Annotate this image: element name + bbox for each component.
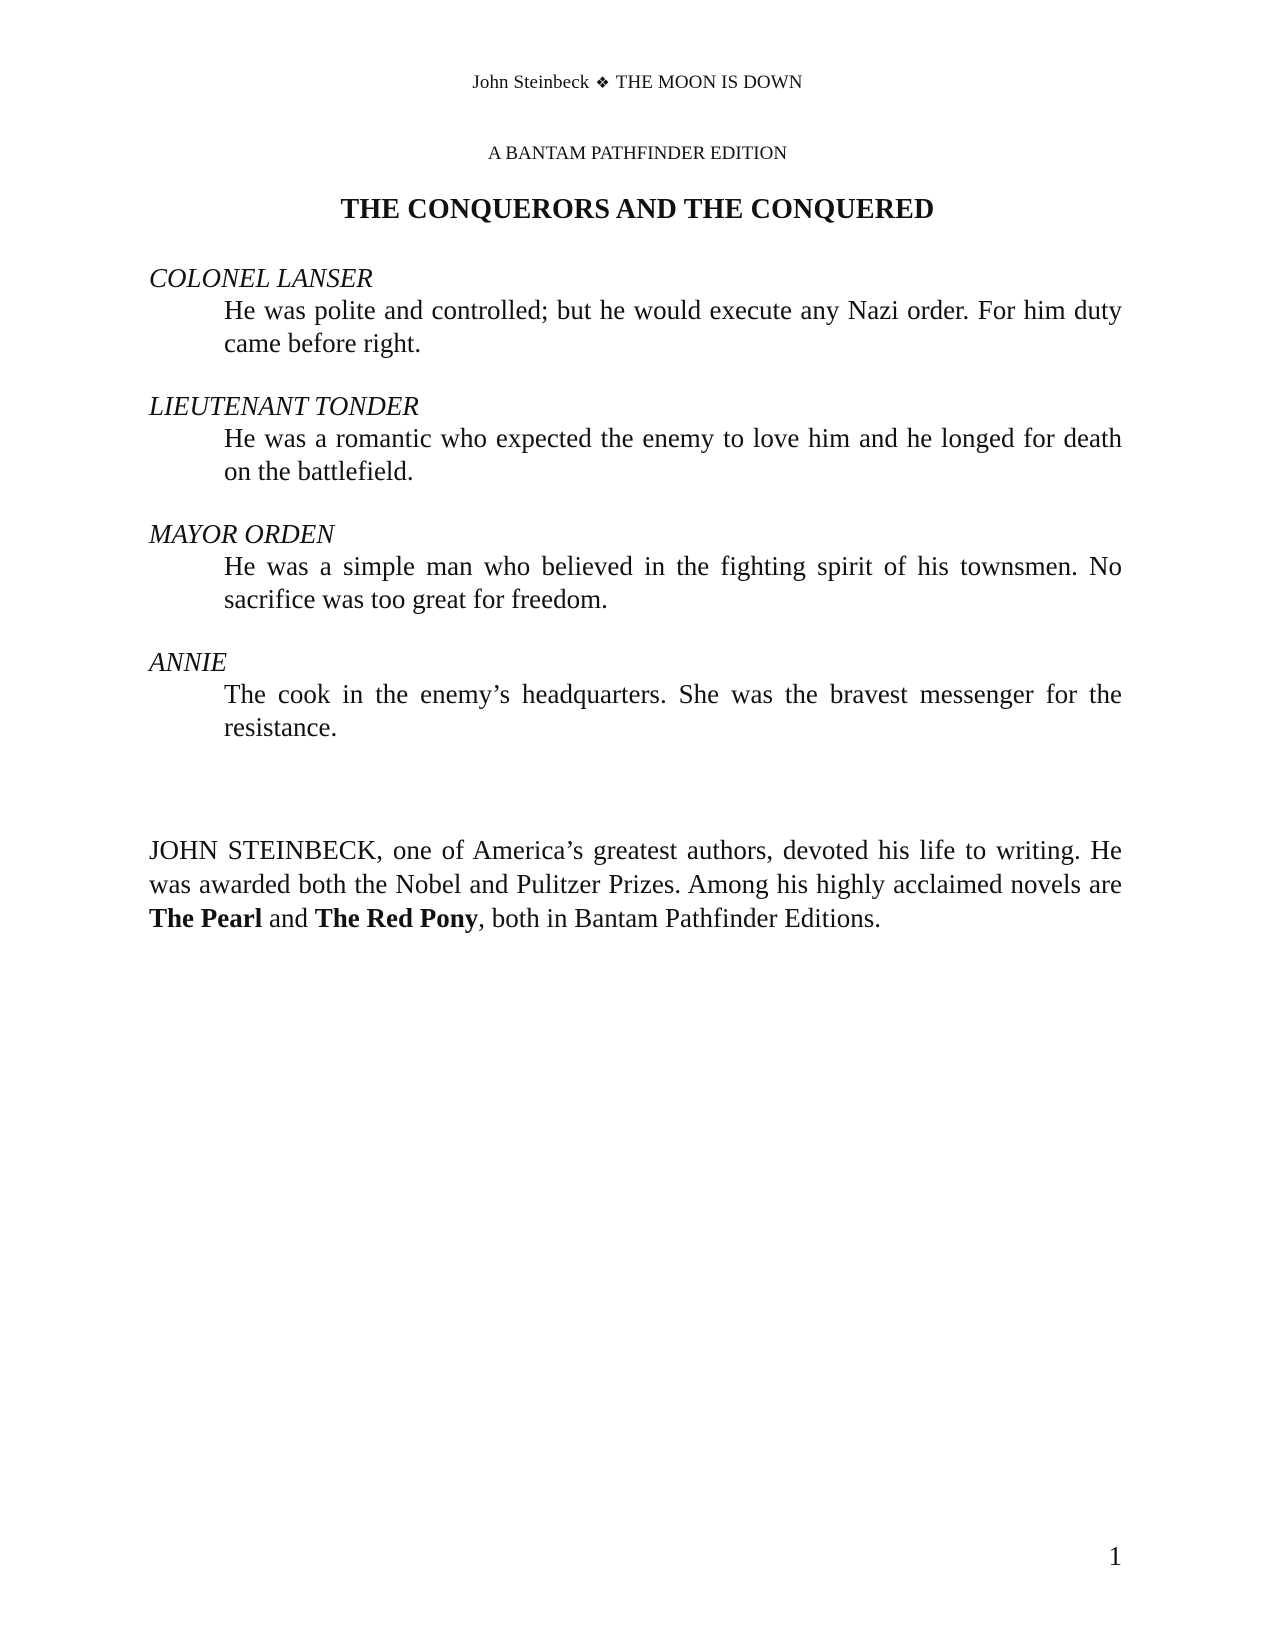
edition-line: A BANTAM PATHFINDER EDITION — [487, 143, 788, 164]
character-entry — [149, 646, 1122, 744]
character-name: LIEUTENANT TONDER — [149, 391, 419, 421]
section-title: THE CONQUERORS AND THE CONQUERED — [340, 194, 935, 225]
header-author: John Steinbeck — [472, 72, 590, 93]
character-entry — [149, 390, 1122, 488]
character-name: ANNIE — [149, 647, 227, 677]
running-header — [0, 72, 1275, 94]
character-description: The cook in the enemy’s headquarters. She was the bravest messenger for the resistance. — [224, 679, 1122, 742]
character-name: COLONEL LANSER — [149, 263, 373, 293]
character-name: MAYOR ORDEN — [149, 519, 335, 549]
book-title-pearl: The Pearl — [149, 903, 263, 933]
header-book-title: THE MOON IS DOWN — [615, 72, 803, 93]
character-list — [149, 262, 1122, 774]
author-bio — [149, 833, 1122, 935]
book-title-red-pony: The Red Pony — [314, 903, 479, 933]
character-description: He was a romantic who expected the enemy to love him and he longed for death on the battlefield. — [224, 423, 1122, 486]
bio-text: , both in Bantam Pathfinder Editions. — [478, 903, 881, 933]
fleuron-icon: ❖ — [595, 73, 610, 92]
page-number: 1 — [1108, 1541, 1122, 1571]
character-entry — [149, 262, 1122, 360]
bio-text: JOHN STEINBECK, one of America’s greatest authors, devoted his life to writing. He was awarded both the Nobel and Pulitzer Prizes. Among his highly acclaimed novels are — [149, 835, 1122, 899]
character-description: He was polite and controlled; but he would execute any Nazi order. For him duty came before right. — [224, 295, 1122, 358]
character-description: He was a simple man who believed in the fighting spirit of his townsmen. No sacrifice was too great for freedom. — [224, 551, 1122, 614]
character-entry — [149, 518, 1122, 616]
bio-text: and — [262, 903, 315, 933]
